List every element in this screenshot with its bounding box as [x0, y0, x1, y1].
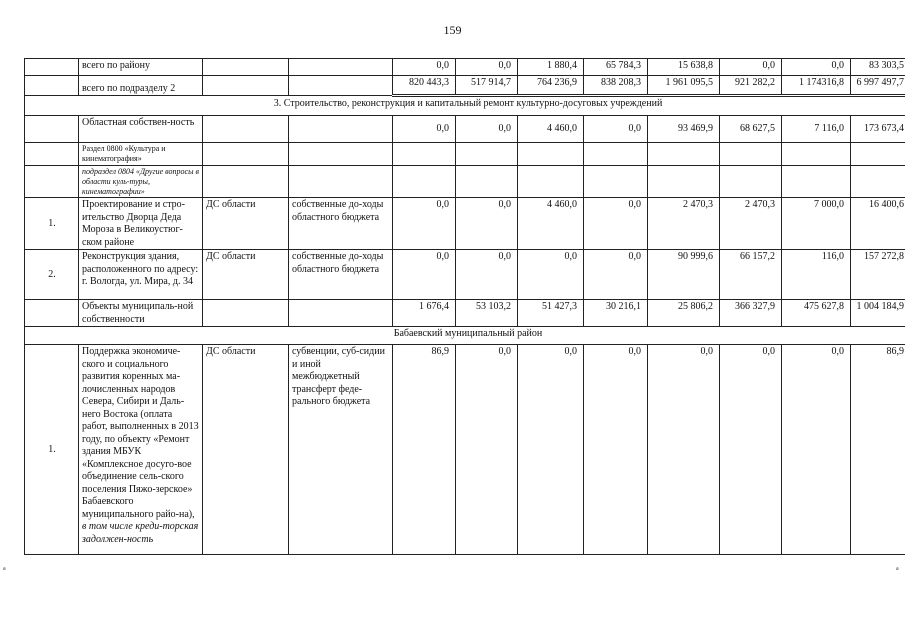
value-cell: 6 997 497,7 — [851, 76, 905, 96]
value-cell: 0,0 — [393, 59, 456, 76]
value-cell: 16 400,6 — [851, 198, 905, 250]
value-cell: 0,0 — [393, 116, 456, 143]
empty-cell — [203, 166, 289, 198]
row-num-cell — [25, 166, 79, 198]
value-cell: 0,0 — [518, 250, 584, 300]
empty-cell — [393, 166, 456, 198]
source-cell — [289, 76, 393, 96]
value-cell: 0,0 — [456, 116, 518, 143]
empty-cell — [518, 166, 584, 198]
customer-cell — [203, 59, 289, 76]
row-num-cell — [25, 59, 79, 76]
table-row — [25, 198, 905, 250]
customer-cell — [203, 76, 289, 96]
value-cell: 66 157,2 — [720, 250, 782, 300]
empty-cell — [648, 166, 720, 198]
table-row — [25, 116, 905, 143]
page-number: 159 — [443, 23, 462, 37]
value-cell: 0,0 — [782, 59, 851, 76]
source-cell — [289, 116, 393, 143]
table-row — [25, 345, 905, 555]
empty-cell — [584, 143, 648, 166]
value-cell: 51 427,3 — [518, 300, 584, 327]
value-cell: 7 000,0 — [782, 198, 851, 250]
value-cell: 2 470,3 — [720, 198, 782, 250]
table-row — [25, 143, 905, 166]
value-cell: 90 999,6 — [648, 250, 720, 300]
empty-cell — [289, 143, 393, 166]
value-cell: 0,0 — [584, 250, 648, 300]
value-cell: 4 460,0 — [518, 116, 584, 143]
value-cell: 1 880,4 — [518, 59, 584, 76]
value-cell: 0,0 — [393, 198, 456, 250]
empty-cell — [456, 166, 518, 198]
value-cell: 0,0 — [393, 250, 456, 300]
table-row — [25, 250, 905, 300]
empty-cell — [720, 166, 782, 198]
value-cell: 764 236,9 — [518, 76, 584, 96]
source-cell — [289, 300, 393, 327]
empty-cell — [648, 143, 720, 166]
scan-mark-right: a — [896, 566, 899, 572]
value-cell: 0,0 — [720, 59, 782, 76]
value-cell: 0,0 — [456, 250, 518, 300]
podrazdel-label: подраздел 0804 «Другие вопросы в области куль-туры, кинематографии» — [79, 166, 203, 198]
row-number: 2. — [25, 250, 79, 300]
value-cell: 15 638,8 — [648, 59, 720, 76]
row-name: Областная собствен-ность — [79, 116, 203, 143]
empty-cell — [456, 143, 518, 166]
value-cell: 517 914,7 — [456, 76, 518, 96]
row-num-cell — [25, 143, 79, 166]
value-cell: 0,0 — [720, 345, 782, 555]
customer-cell: ДС области — [203, 198, 289, 250]
value-cell: 25 806,2 — [648, 300, 720, 327]
empty-cell — [584, 166, 648, 198]
empty-cell — [851, 166, 905, 198]
table-row — [25, 166, 905, 198]
value-cell: 0,0 — [648, 345, 720, 555]
row-name — [79, 345, 203, 555]
value-cell: 30 216,1 — [584, 300, 648, 327]
value-cell: 93 469,9 — [648, 116, 720, 143]
value-cell: 0,0 — [456, 345, 518, 555]
value-cell: 820 443,3 — [393, 76, 456, 96]
source-cell: собственные до-ходы областного бюджета — [289, 250, 393, 300]
empty-cell — [851, 143, 905, 166]
empty-cell — [518, 143, 584, 166]
value-cell: 1 961 095,5 — [648, 76, 720, 96]
value-cell: 0,0 — [584, 198, 648, 250]
customer-cell: ДС области — [203, 345, 289, 555]
value-cell: 0,0 — [584, 345, 648, 555]
value-cell: 0,0 — [456, 59, 518, 76]
value-cell: 157 272,8 — [851, 250, 905, 300]
table-row — [25, 300, 905, 327]
empty-cell — [289, 166, 393, 198]
source-cell — [289, 59, 393, 76]
value-cell: 83 303,5 — [851, 59, 905, 76]
customer-cell — [203, 300, 289, 327]
table-row — [25, 59, 905, 76]
scan-mark-left: a — [3, 566, 6, 572]
value-cell: 0,0 — [782, 345, 851, 555]
value-cell: 0,0 — [584, 116, 648, 143]
section-heading: 3. Строительство, реконструкция и капитальный ремонт культурно-досуговых учреждений — [25, 96, 905, 116]
value-cell: 53 103,2 — [456, 300, 518, 327]
row-name: всего по району — [79, 59, 203, 76]
value-cell: 7 116,0 — [782, 116, 851, 143]
value-cell: 86,9 — [393, 345, 456, 555]
value-cell: 4 460,0 — [518, 198, 584, 250]
row-number: 1. — [25, 198, 79, 250]
value-cell: 0,0 — [518, 345, 584, 555]
value-cell: 1 174316,8 — [782, 76, 851, 96]
value-cell: 1 676,4 — [393, 300, 456, 327]
row-name: Проектирование и стро-ительство Дворца Деда Мороза в Великоустюг-ском районе — [79, 198, 203, 250]
row-num-cell — [25, 76, 79, 96]
row-name-italic: в том числе креди-торская задолжен-ность — [82, 521, 199, 545]
value-cell: 65 784,3 — [584, 59, 648, 76]
value-cell: 1 004 184,9 — [851, 300, 905, 327]
table-row — [25, 327, 905, 345]
value-cell: 475 627,8 — [782, 300, 851, 327]
value-cell: 838 208,3 — [584, 76, 648, 96]
source-cell: субвенции, суб-сидии и иной межбюджетный трансферт феде-рального бюджета — [289, 345, 393, 555]
value-cell: 0,0 — [456, 198, 518, 250]
customer-cell: ДС области — [203, 250, 289, 300]
district-heading: Бабаевский муниципальный район — [25, 327, 905, 345]
value-cell: 86,9 — [851, 345, 905, 555]
empty-cell — [203, 143, 289, 166]
value-cell: 68 627,5 — [720, 116, 782, 143]
row-num-cell — [25, 116, 79, 143]
row-number: 1. — [25, 345, 79, 555]
empty-cell — [393, 143, 456, 166]
budget-table — [24, 58, 905, 555]
value-cell: 921 282,2 — [720, 76, 782, 96]
table-row — [25, 76, 905, 96]
row-name: всего по подразделу 2 — [79, 76, 203, 96]
customer-cell — [203, 116, 289, 143]
row-num-cell — [25, 300, 79, 327]
empty-cell — [782, 166, 851, 198]
value-cell: 173 673,4 — [851, 116, 905, 143]
row-name-main: Поддержка экономиче-ского и социального развития коренных ма-лочисленных народов Севера, Сибири и Даль-него Востока (оплата работ, выполненных в 2013 году, по объекту «Ремонт здания МБУК «Комплексное досуго-вое объединение сель-ского поселения Пяжо-зерское» Бабаевского муниципального райо-на), — [82, 346, 199, 520]
empty-cell — [720, 143, 782, 166]
table-row — [25, 96, 905, 116]
value-cell: 116,0 — [782, 250, 851, 300]
source-cell: собственные до-ходы областного бюджета — [289, 198, 393, 250]
empty-cell — [782, 143, 851, 166]
value-cell: 2 470,3 — [648, 198, 720, 250]
row-name: Реконструкция здания, расположенного по адресу: г. Вологда, ул. Мира, д. 34 — [79, 250, 203, 300]
value-cell: 366 327,9 — [720, 300, 782, 327]
row-name: Объекты муниципаль-ной собственности — [79, 300, 203, 327]
razdel-label: Раздел 0800 «Культура и кинематография» — [79, 143, 203, 166]
